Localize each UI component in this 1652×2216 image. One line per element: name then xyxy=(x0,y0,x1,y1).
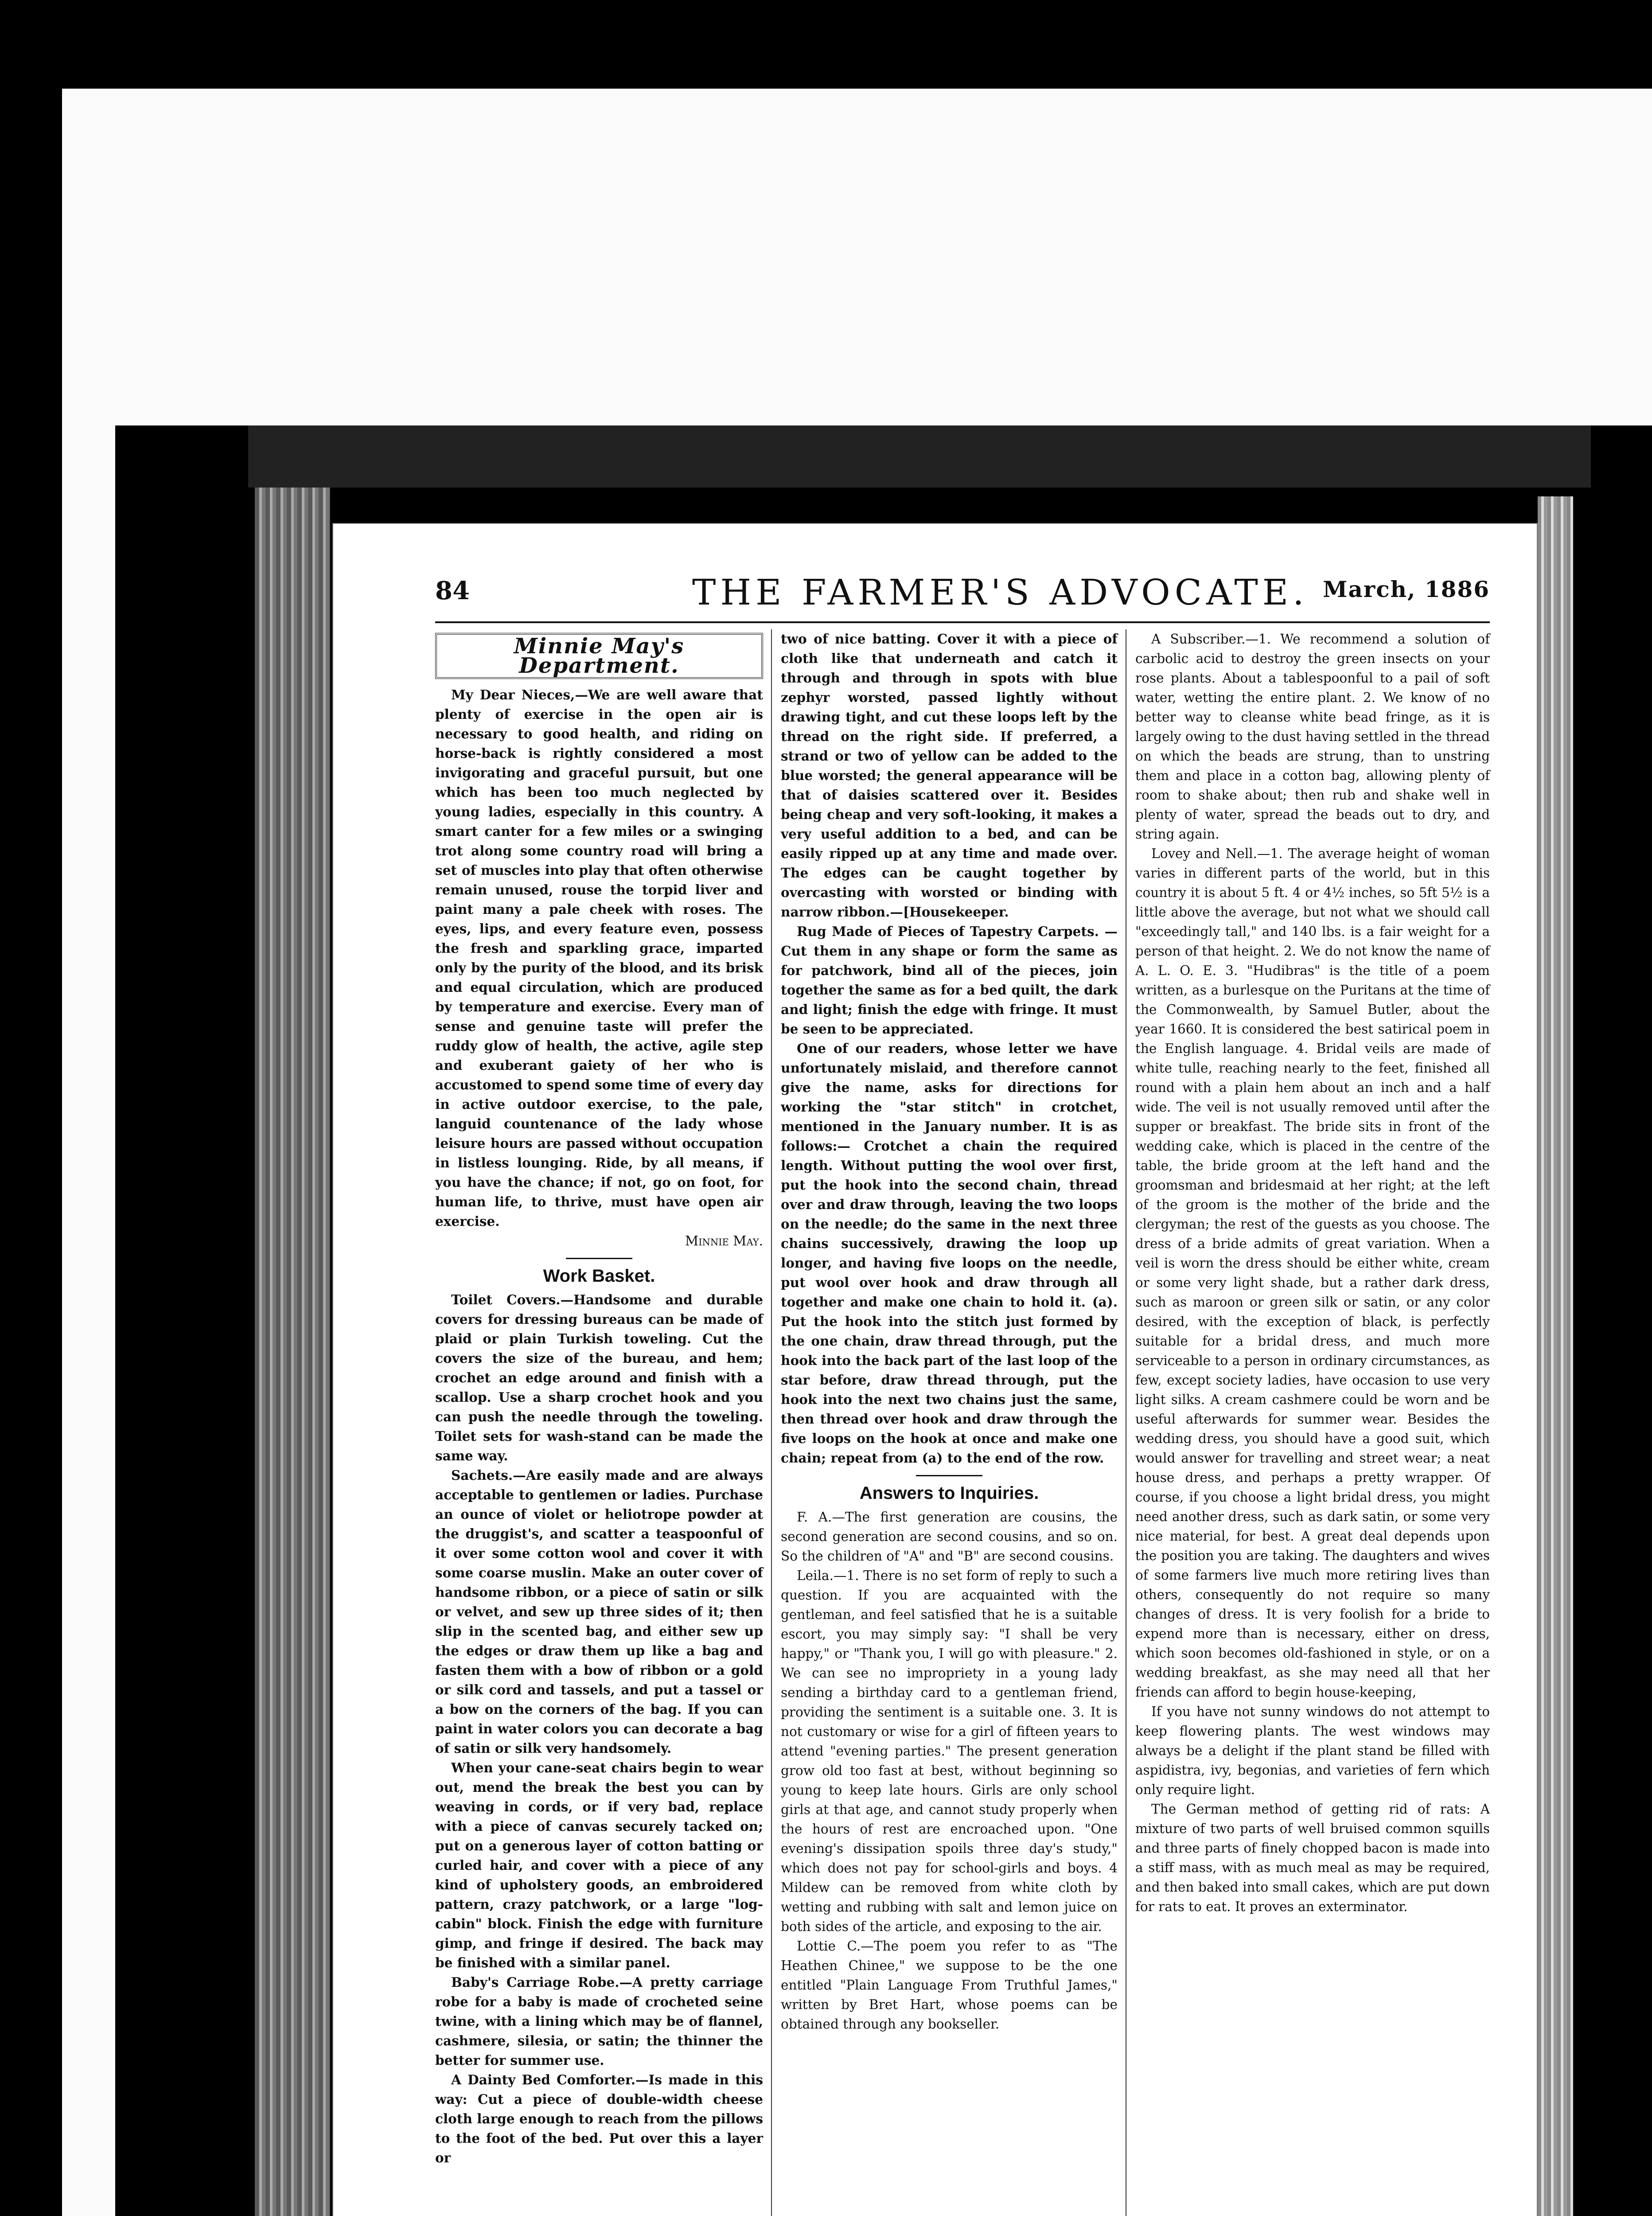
column-3 xyxy=(1135,629,1490,1916)
department-title: Minnie May's Department. xyxy=(435,633,763,679)
header-rule xyxy=(435,621,1490,623)
chairs-paragraph: When your cane-seat chairs begin to wear out, mend the break the best you can by weaving in cords, or if very bad, replace with a piece of canvas securely tacked on; put on a generous layer of cotton batting or curled hair, and cover with a piece of any kind of upholstery goods, an embroidered pattern, crazy patchwork, or a large "log-cabin" block. Finish the edge with furniture gimp, and fringe if desired. The back may be finished with a similar panel. xyxy=(435,1760,763,1970)
signature: Minnie May. xyxy=(685,1233,763,1248)
answers-title: Answers to Inquiries. xyxy=(859,1483,1039,1503)
section-rule xyxy=(916,1475,982,1476)
intro-paragraph: My Dear Nieces,—We are well aware that plenty of exercise in the open air is necessary to good health, and riding on horse-back is rightly considered a most invigorating and graceful pursuit, but one which has been too much neglected by young ladies, especially in this country. A smart canter for a few miles or a swinging trot along some country road will bring a set of muscles into play that often otherwise remain unused, rouse the torpid liver and paint many a pale cheek with roses. The eyes, lips, and every feature even, possess the fresh and sparkling grace, imparted only by the purity of the blood, and its brisk and equal circulation, which are produced by temperature and exercise. Every man of sense and genuine taste will prefer the ruddy glow of health, the active, agile step and exuberant gaiety of her who is accustomed to spend some time of every day in active outdoor exercise, to the pale, languid countenance of the lady whose leisure hours are passed without occupation in listless lounging. Ride, by all means, if you have the chance; if not, go on foot, for human life, to thrive, must have open air exercise. xyxy=(435,687,763,1229)
answer-subscriber: A Subscriber.—1. We recommend a solution of carbolic acid to destroy the green insects on your rose plants. About a tablespoonful to a pail of soft water, wetting the entire plant. 2. We know of no better way to cleanse white bead fringe, as it is largely owing to the dust having settled in the thread on which the beads are strung, than to unstring them and place in a cotton bag, allowing plenty of room to shake about; then rub and shake well in plenty of water, spread the beads out to dry, and string again. xyxy=(1135,632,1490,842)
page-stack-edge xyxy=(1538,496,1573,2216)
newspaper-page xyxy=(332,523,1538,2216)
page-header xyxy=(435,572,1490,625)
film-background xyxy=(0,89,1652,425)
bed-comforter-paragraph: A Dainty Bed Comforter.—Is made in this way: Cut a piece of double-width cheese cloth large enough to reach from the pillows to the foot of the bed. Put over this a layer or xyxy=(435,2072,763,2165)
star-stitch-paragraph: One of our readers, whose letter we have unfortunately mislaid, and therefore cannot give the name, asks for directions for working the "star stitch" in crotchet, mentioned in the January number. It is as follows:— Crotchet a chain the required length. Without putting the wool over first, put the hook into the second chain, thread over and draw through, leaving the two loops on the needle; do the same in the next three chains successively, drawing the loop up longer, and having five loops on the needle, put wool over hook and draw through all together and make one chain to hold it. (a). Put the hook into the stitch just formed by the one chain, draw thread through, put the hook into the back part of the last loop of the star before, draw thread through, put the hook into the next two chains just the same, then thread over hook and draw through the five loops on the hook at once and make one chain; repeat from (a) to the end of the row. xyxy=(781,1041,1118,1466)
book-top-shadow xyxy=(248,425,1591,488)
answer-lottie: Lottie C.—The poem you refer to as "The Heathen Chinee," we suppose to be the one entitled "Plain Language From Truthful James," written by Bret Hart, whose poems can be obtained through any bookseller. xyxy=(781,1939,1118,2032)
answer-lovey-nell: Lovey and Nell.—1. The average height of woman varies in different parts of the world, but in this country it is about 5 ft. 4 or 4½ inches, so 5ft 5½ is a little above the average, but not what we should call "exceedingly tall," and 140 lbs. is a fair weight for a person of that height. 2. We do not know the name of A. L. O. E. 3. "Hudibras" is the title of a poem written, as a burlesque on the Puritans at the time of the Commonwealth, by Samuel Butler, about the year 1660. It is considered the best satirical poem in the English language. 4. Bridal veils are made of white tulle, reaching nearly to the feet, finished all round with a plain hem about an inch and a half wide. The veil is not usually removed until after the supper or breakfast. The bride sits in front of the wedding cake, which is placed in the centre of the table, the bride groom at the left hand and the groomsman and bridesmaid at her right; at the left of the groom is the mother of the bride and the clergyman; the rest of the guests as you choose. The dress of a bride admits of great variation. When a veil is worn the dress should be either white, cream or some very light shade, but a rather dark dress, such as maroon or green silk or satin, or any color desired, with the exception of black, is perfectly suitable for a bridal dress, and much more serviceable to a person in ordinary circumstances, as few, except society ladies, have occasion to use very light silks. A cream cashmere could be worn and be useful afterwards for summer wear. Besides the wedding dress, you should have a good suit, which would answer for travelling and street wear; a neat house dress, and perhaps a pretty wrapper. Of course, if you choose a light bridal dress, you might need another dress, such as dark satin, or some very nice material, for best. A great deal depends upon the position you are taking. The daughters and wives of some farmers live much more retiring lives than others, consequently do not require so many changes of dress. It is very foolish for a bride to expend more than is necessary, either on dress, which soon becomes old-fashioned in style, or on a wedding breakfast, as she may need all that her friends can afford to begin house-keeping, xyxy=(1135,846,1490,1700)
answer-leila: Leila.—1. There is no set form of reply to such a question. If you are acquainted with the gentleman, and feel satisfied that he is a suitable escort, you may simply say: "I shall be very happy," or "Thank you, I will go with pleasure." 2. We can see no impropriety in a young lady sending a birthday card to a gentleman friend, providing the sentiment is a suitable one. 3. It is not customary or wise for a girl of fifteen years to attend "evening parties." The present generation grow old too fast at best, without beginning so young to keep late hours. Girls are only school girls at that age, and cannot study properly when the hours of rest are encroached upon. "One evening's dissipation spoils three day's study," which does not pay for school-girls and boys. 4 Mildew can be removed from white cloth by wetting and rubbing with salt and lemon juice on both sides of the article, and exposing to the air. xyxy=(781,1568,1118,1934)
page-number: 84 xyxy=(435,576,470,605)
book-spine xyxy=(255,488,330,2216)
section-rule xyxy=(566,1258,632,1259)
column-2 xyxy=(781,629,1118,2034)
rug-paragraph: Rug Made of Pieces of Tapestry Carpets. —Cut them in any shape or form the same as for patchwork, bind all of the pieces, join together the same as for a bed quilt, the dark and light; finish the edge with fringe. It must be seen to be appreciated. xyxy=(781,924,1118,1037)
windows-paragraph: If you have not sunny windows do not attempt to keep flowering plants. The west windows may always be a delight if the plant stand be filled with aspidistra, ivy, begonias, and varieties of fern which only require light. xyxy=(1135,1704,1490,1797)
masthead: THE FARMER'S ADVOCATE. xyxy=(692,572,1309,613)
rats-paragraph: The German method of getting rid of rats: A mixture of two parts of well bruised common squills and three parts of finely chopped bacon is made into a stiff mass, with as much meal as may be required, and then baked into small cakes, which are put down for rats to eat. It proves an exterminator. xyxy=(1135,1802,1490,1914)
carriage-robe-paragraph: Baby's Carriage Robe.—A pretty carriage robe for a baby is made of crocheted seine twine, with a lining which may be of flannel, cashmere, silesia, or satin; the thinner the better for summer use. xyxy=(435,1974,763,2068)
work-basket-title: Work Basket. xyxy=(543,1266,655,1286)
issue-date: March, 1886 xyxy=(1323,576,1490,602)
column-1 xyxy=(435,629,763,2168)
film-margin-left xyxy=(62,89,115,2216)
film-edge-top xyxy=(0,0,1652,89)
answer-fa: F. A.—The first generation are cousins, the second generation are second cousins, and so on. So the children of "A" and "B" are second cousins. xyxy=(781,1510,1118,1564)
film-edge-left xyxy=(0,89,62,2216)
sachets-paragraph: Sachets.—Are easily made and are always acceptable to gentlemen or ladies. Purchase an ounce of violet or heliotrope powder at the druggist's, and scatter a teaspoonful of it over some cotton wool and cover it with some coarse muslin. Make an outer cover of handsome ribbon, or a piece of satin or silk or velvet, and sew up three sides of it; then slip in the scented bag, and either sew up the edges or draw them up like a bag and fasten them with a bow of ribbon or a gold or silk cord and tassels, and put a tassel or a bow on the corners of the bag. If you can paint in water colors you can decorate a bag of satin or silk very handsomely. xyxy=(435,1467,763,1756)
toilet-covers-paragraph: Toilet Covers.—Handsome and durable covers for dressing bureaus can be made of plaid or plain Turkish toweling. Cut the covers the size of the bureau, and hem; crochet an edge around and finish with a scallop. Use a sharp crochet hook and you can push the needle through the toweling. Toilet sets for wash-stand can be made the same way. xyxy=(435,1292,763,1463)
comforter-continued: two of nice batting. Cover it with a piece of cloth like that underneath and catch it through and through in spots with blue zephyr worsted, passed lightly without drawing tight, and cut these loops left by the thread on the right side. If preferred, a strand or two of yellow can be added to the blue worsted; the general appearance will be that of daisies scattered over it. Besides being cheap and very soft-looking, it makes a very useful addition to a bed, and can be easily ripped up at any time and made over. The edges can be caught together by overcasting with worsted or binding with narrow ribbon.—[Housekeeper. xyxy=(781,631,1118,920)
column-separator xyxy=(771,629,772,2216)
